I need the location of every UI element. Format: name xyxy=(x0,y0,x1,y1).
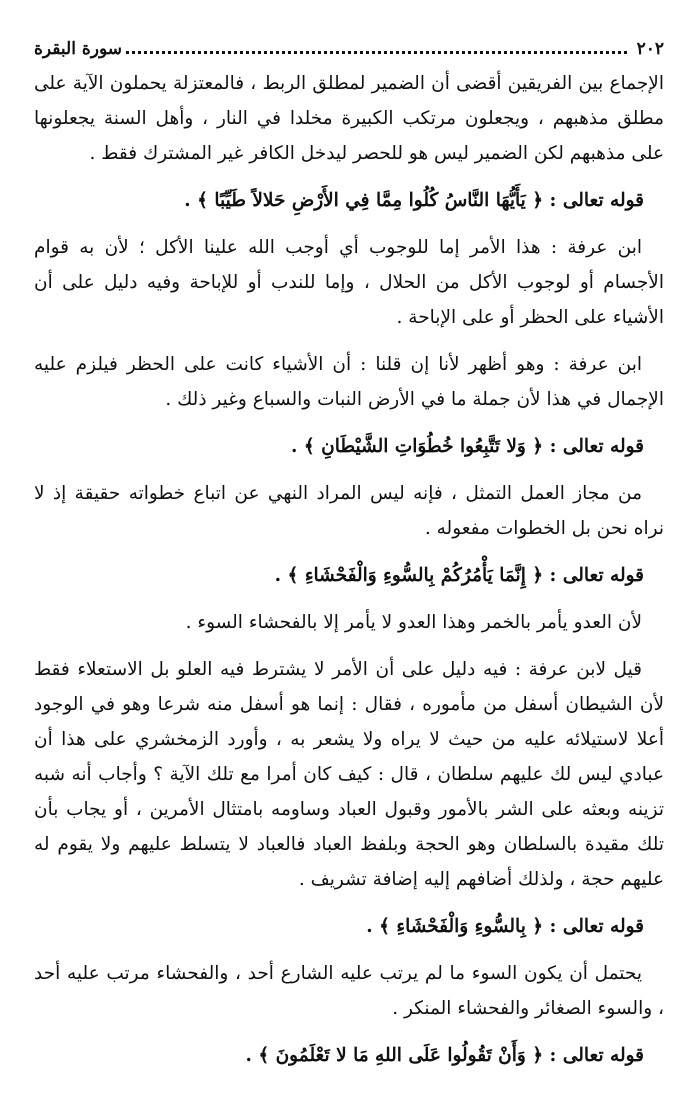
paragraph-commentary: ابن عرفة : هذا الأمر إما للوجوب أي أوجب الله علينا الأكل ؛ لأن به قوام الأجسام أو لوجوب الأكل من الحلال ، وإما للندب أو للإباحة وفيه دليل على أن الأشياء على الحظر أو على الإباحة . xyxy=(34,237,664,328)
header-dotted-leader xyxy=(126,51,627,54)
verse-heading: قوله تعالى : ﴿ إِنَّمَا يَأْمُرُكُمْ بِالسُّوءِ وَالْفَحْشَاءِ ﴾ . xyxy=(274,565,644,586)
verse-heading: قوله تعالى : ﴿ بِالسُّوءِ وَالْفَحْشَاءِ ﴾ . xyxy=(366,916,644,937)
verse-heading: قوله تعالى : ﴿ وَلا تَتَّبِعُوا خُطُوَاتِ الشَّيْطَانِ ﴾ . xyxy=(290,436,644,457)
surah-title: سورة البقرة xyxy=(34,39,122,59)
page-number: ٢٠٢ xyxy=(636,39,664,59)
page-header xyxy=(34,28,664,58)
verse-heading: قوله تعالى : ﴿ يَأَيُّهَا النَّاسُ كُلُوا مِمَّا فِي الأَرْضِ حَلالاً طَيِّبًا ﴾ . xyxy=(184,190,644,211)
verse-heading: قوله تعالى : ﴿ وَأَنْ تَقُولُوا عَلَى اللهِ مَا لا تَعْلَمُونَ ﴾ . xyxy=(245,1045,644,1066)
paragraph-commentary: لأن العدو يأمر بالخمر وهذا العدو لا يأمر إلا بالفحشاء السوء . xyxy=(185,612,642,633)
paragraph-commentary: من مجاز العمل التمثل ، فإنه ليس المراد النهي عن اتباع خطواته حقيقة إذ لا نراه نحن بل الخطوات مفعوله . xyxy=(34,483,664,539)
paragraph-commentary: يحتمل أن يكون السوء ما لم يرتب عليه الشارع أحد ، والفحشاء مرتب عليه أحد ، والسوء الصغائر والفحشاء المنكر . xyxy=(34,963,664,1019)
paragraph-commentary: ابن عرفة : وهو أظهر لأنا إن قلنا : أن الأشياء كانت على الحظر فيلزم عليه الإجمال في هذا لأن جملة ما في الأرض النبات والسباع وغير ذلك . xyxy=(34,354,664,410)
paragraph-commentary: قيل لابن عرفة : فيه دليل على أن الأمر لا يشترط فيه العلو بل الاستعلاء فقط لأن الشيطان أسفل من مأموره ، فقال : إنما هو أسفل منه شرعا وهو في الوجود أعلا لاستيلائه عليه من حيث لا يراه ولا يشعر به ، وأورد الزمخشري على هذا أن عبادي ليس لك عليهم سلطان ، قال : كيف كان أمرا مع تلك الآية ؟ وأجاب أنه شبه تزينه وبعثه على الشر بالأمور وقبول العباد وساومه بامتثال الأمرين ، أو يجاب بأن تلك مقيدة بالسلطان وهو الحجة وبلفظ العباد فالعباد لا يتسلط عليهم ولا يقوم له عليهم حجة ، ولذلك أضافهم إليه إضافة تشريف . xyxy=(34,659,664,890)
paragraph-commentary: الإجماع بين الفريقين أقضى أن الضمير لمطلق الربط ، فالمعتزلة يحملون الآية على مطلق مذهبهم ، ويجعلون مرتكب الكبيرة مخلدا في النار ، وأهل السنة يجعلونها على مذهبهم لكن الضمير ليس هو للحصر ليدخل الكافر غير المشترك فقط . xyxy=(34,73,664,164)
page-body xyxy=(34,66,664,1073)
